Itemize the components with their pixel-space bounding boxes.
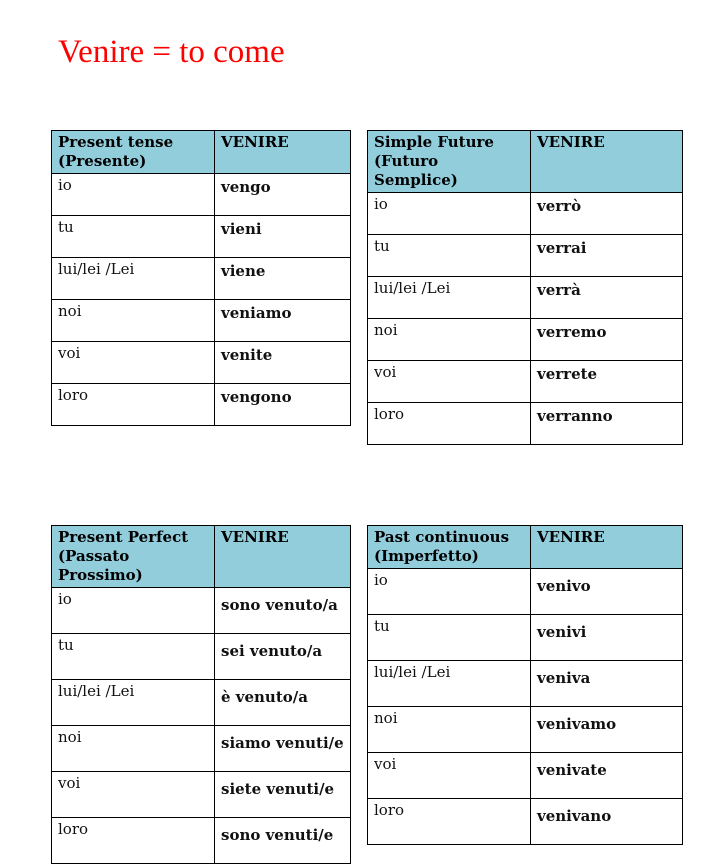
conjugation-cell: venivano <box>531 799 683 845</box>
pronoun-cell: loro <box>368 799 531 845</box>
tense-name: Present Perfect <box>58 528 189 546</box>
conjugation-cell: sono venuti/e <box>215 818 351 864</box>
conjugation-cell: siete venuti/e <box>215 772 351 818</box>
verb-header: VENIRE <box>215 526 351 588</box>
conjugation-cell: sono venuto/a <box>215 588 351 634</box>
tense-header <box>52 131 215 174</box>
pronoun-cell: io <box>368 569 531 615</box>
conjugation-cell: è venuto/a <box>215 680 351 726</box>
table-header-row <box>368 526 683 569</box>
pronoun-cell: noi <box>52 300 215 342</box>
pronoun-cell: tu <box>368 235 531 277</box>
table-row <box>368 753 683 799</box>
conjugation-cell: siamo venuti/e <box>215 726 351 772</box>
table-row <box>368 615 683 661</box>
tense-italian-name: (Imperfetto) <box>374 547 479 565</box>
conjugation-cell: venivo <box>531 569 683 615</box>
conjugation-cell: veniva <box>531 661 683 707</box>
table-header-row <box>368 131 683 193</box>
conjugation-table <box>51 525 351 864</box>
tense-name: Simple Future <box>374 133 494 151</box>
conjugation-cell: vengono <box>215 384 351 426</box>
pronoun-cell: loro <box>52 384 215 426</box>
pronoun-cell: voi <box>52 772 215 818</box>
tense-header <box>368 131 531 193</box>
table-row <box>52 588 351 634</box>
pronoun-cell: tu <box>52 216 215 258</box>
table-row <box>368 193 683 235</box>
pronoun-cell: loro <box>52 818 215 864</box>
table-row <box>368 569 683 615</box>
tense-italian-name: (Presente) <box>58 152 147 170</box>
pronoun-cell: noi <box>52 726 215 772</box>
tense-header <box>368 526 531 569</box>
table-row <box>52 680 351 726</box>
table-row <box>52 300 351 342</box>
conjugation-table <box>367 130 683 445</box>
tense-italian-name: (Futuro Semplice) <box>374 152 458 189</box>
tense-name: Past continuous <box>374 528 510 546</box>
pronoun-cell: voi <box>368 753 531 799</box>
pronoun-cell: voi <box>52 342 215 384</box>
conjugation-cell: veniamo <box>215 300 351 342</box>
pronoun-cell: io <box>52 174 215 216</box>
conjugation-cell: sei venuto/a <box>215 634 351 680</box>
pronoun-cell: voi <box>368 361 531 403</box>
pronoun-cell: lui/lei /Lei <box>52 258 215 300</box>
table-row <box>52 342 351 384</box>
page-title: Venire = to come <box>58 34 285 70</box>
pronoun-cell: noi <box>368 319 531 361</box>
pronoun-cell: io <box>52 588 215 634</box>
table-row <box>368 277 683 319</box>
table-row <box>368 707 683 753</box>
table-row <box>368 319 683 361</box>
table-header-row <box>52 131 351 174</box>
table-row <box>368 361 683 403</box>
conjugation-cell: vieni <box>215 216 351 258</box>
pronoun-cell: lui/lei /Lei <box>368 661 531 707</box>
conjugation-cell: venite <box>215 342 351 384</box>
table-row <box>368 799 683 845</box>
conjugation-cell: viene <box>215 258 351 300</box>
conjugation-cell: verremo <box>531 319 683 361</box>
tense-name: Present tense <box>58 133 174 151</box>
table-row <box>52 384 351 426</box>
conjugation-table <box>367 525 683 845</box>
conjugation-cell: verrà <box>531 277 683 319</box>
table-row <box>368 661 683 707</box>
verb-header: VENIRE <box>531 526 683 569</box>
pronoun-cell: tu <box>368 615 531 661</box>
verb-header: VENIRE <box>531 131 683 193</box>
conjugation-cell: venivamo <box>531 707 683 753</box>
table-row <box>52 772 351 818</box>
conjugation-cell: venivate <box>531 753 683 799</box>
table-row <box>52 174 351 216</box>
table-row <box>52 258 351 300</box>
conjugation-table <box>51 130 351 426</box>
tense-header <box>52 526 215 588</box>
pronoun-cell: lui/lei /Lei <box>52 680 215 726</box>
verb-header: VENIRE <box>215 131 351 174</box>
pronoun-cell: tu <box>52 634 215 680</box>
table-row <box>52 216 351 258</box>
table-row <box>52 634 351 680</box>
conjugation-cell: verrò <box>531 193 683 235</box>
tense-italian-name: (Passato Prossimo) <box>58 547 143 584</box>
table-header-row <box>52 526 351 588</box>
table-row <box>368 403 683 445</box>
conjugation-cell: verrai <box>531 235 683 277</box>
conjugation-cell: vengo <box>215 174 351 216</box>
conjugation-cell: verrete <box>531 361 683 403</box>
table-row <box>368 235 683 277</box>
table-row <box>52 818 351 864</box>
conjugation-cell: venivi <box>531 615 683 661</box>
conjugation-cell: verranno <box>531 403 683 445</box>
pronoun-cell: io <box>368 193 531 235</box>
pronoun-cell: lui/lei /Lei <box>368 277 531 319</box>
pronoun-cell: noi <box>368 707 531 753</box>
table-row <box>52 726 351 772</box>
pronoun-cell: loro <box>368 403 531 445</box>
